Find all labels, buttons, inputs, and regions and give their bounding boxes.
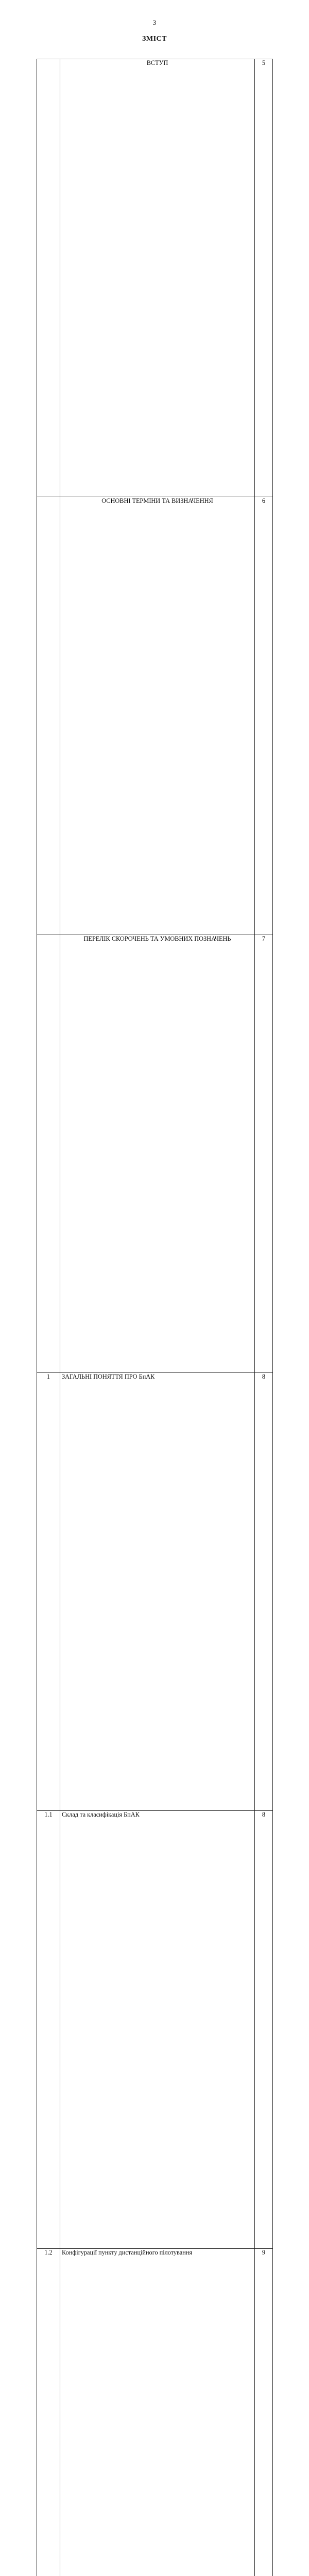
toc-page-number: 6	[255, 497, 273, 935]
toc-section-number: 1.1	[37, 1811, 60, 2249]
toc-section-title: ВСТУП	[60, 59, 255, 497]
toc-row	[37, 497, 273, 935]
toc-page-number: 8	[255, 1373, 273, 1811]
toc-page-number: 9	[255, 2249, 273, 2576]
toc-section-number	[37, 935, 60, 1373]
toc-section-title: ЗАГАЛЬНІ ПОНЯТТЯ ПРО БпАК	[60, 1373, 255, 1811]
toc-section-number: 1	[37, 1373, 60, 1811]
toc-page-number: 7	[255, 935, 273, 1373]
toc-page-number: 5	[255, 59, 273, 497]
toc-page-number: 8	[255, 1811, 273, 2249]
toc-section-title: Конфігурації пункту дистанційного пілотування	[60, 2249, 255, 2576]
page-number: 3	[0, 19, 309, 27]
table-of-contents	[37, 59, 273, 2576]
toc-row	[37, 2249, 273, 2576]
toc-section-title: ОСНОВНІ ТЕРМІНИ ТА ВИЗНАЧЕННЯ	[60, 497, 255, 935]
toc-section-title: ПЕРЕЛІК СКОРОЧЕНЬ ТА УМОВНИХ ПОЗНАЧЕНЬ	[60, 935, 255, 1373]
toc-section-number	[37, 59, 60, 497]
toc-row	[37, 59, 273, 497]
toc-section-title: Склад та класифікація БпАК	[60, 1811, 255, 2249]
page-title: ЗМІСТ	[0, 35, 309, 43]
toc-section-number	[37, 497, 60, 935]
toc-row	[37, 1373, 273, 1811]
toc-body	[37, 59, 273, 2576]
toc-section-number: 1.2	[37, 2249, 60, 2576]
toc-row	[37, 935, 273, 1373]
document-page	[0, 0, 309, 437]
toc-row	[37, 1811, 273, 2249]
